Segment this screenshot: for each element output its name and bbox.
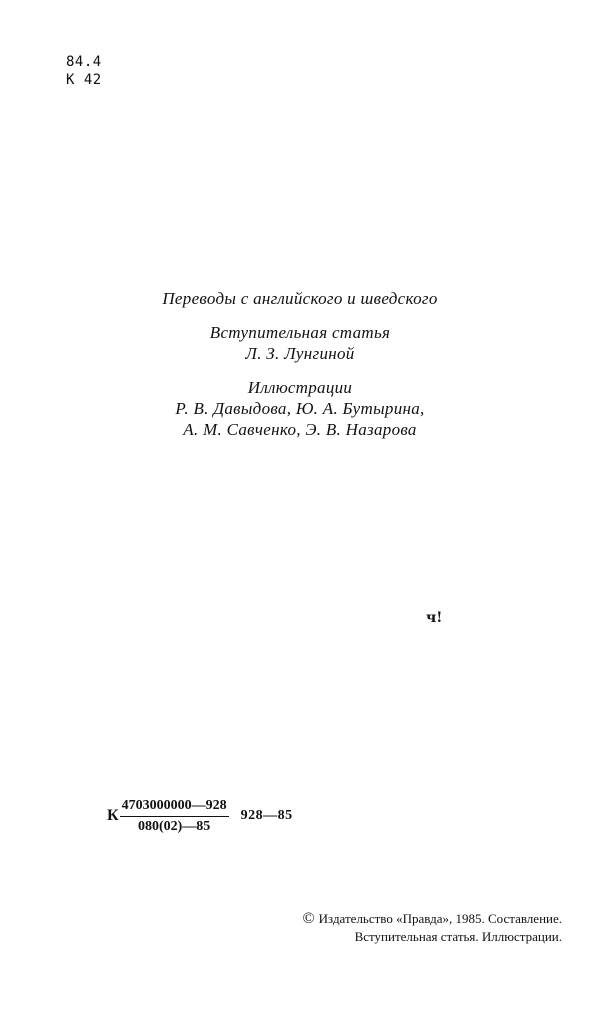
copyright-notice xyxy=(303,910,563,946)
catalog-fraction xyxy=(120,798,229,835)
udk-line-1: 84.4 xyxy=(66,54,102,70)
illustrations-label: Иллюстрации xyxy=(247,378,353,397)
copyright-symbol: © xyxy=(302,910,315,927)
catalog-denominator: 080(02)—85 xyxy=(137,818,211,834)
stamp-mark: ч! xyxy=(426,610,443,626)
udk-code xyxy=(66,53,102,89)
catalog-code xyxy=(107,796,293,836)
intro-author: Л. З. Лунгиной xyxy=(245,344,355,363)
illustrators-line-1: Р. В. Давыдова, Ю. А. Бутырина, xyxy=(175,399,425,418)
catalog-tail: 928—85 xyxy=(240,808,293,823)
credits-block xyxy=(0,288,600,453)
copyright-line-1: Издательство «Правда», 1985. Составление. xyxy=(318,911,562,926)
udk-line-2: К 42 xyxy=(66,72,102,88)
illustrators-line-2: А. М. Савченко, Э. В. Назарова xyxy=(183,420,417,439)
translations-block xyxy=(0,288,600,309)
intro-label: Вступительная статья xyxy=(209,323,391,342)
intro-block xyxy=(0,322,600,364)
translations-line: Переводы с английского и шведского xyxy=(162,289,438,308)
catalog-letter: К xyxy=(107,807,119,824)
illustrations-block xyxy=(0,377,600,440)
copyright-line-2: Вступительная статья. Иллюстрации. xyxy=(354,929,562,944)
catalog-numerator: 4703000000—928 xyxy=(120,798,229,817)
